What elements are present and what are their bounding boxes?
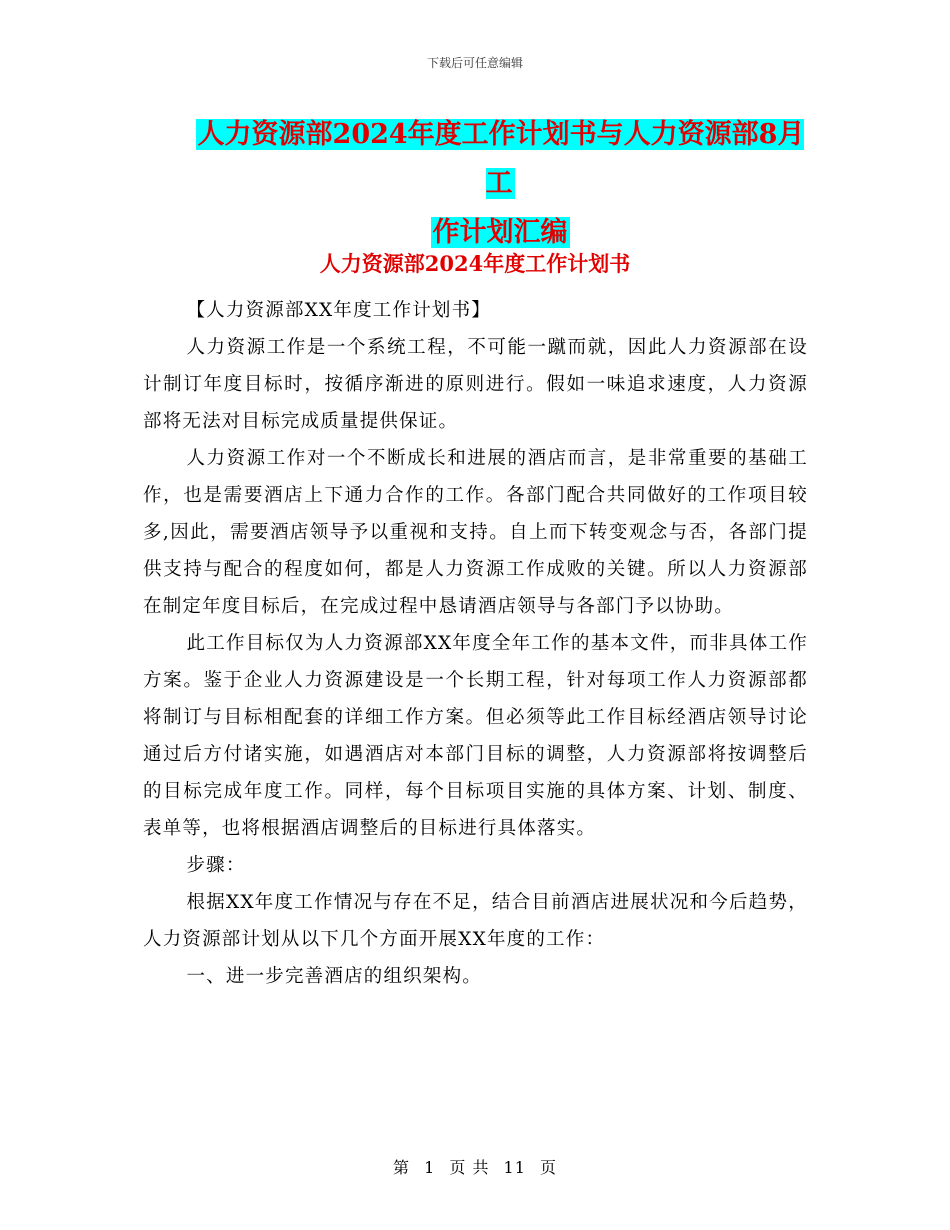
header-note: 下载后可任意编辑: [426, 56, 523, 70]
paragraph: 根据XX年度工作情况与存在不足，结合目前酒店进展状况和今后趋势，人力资源部计划从以下几个方面开展XX年度的工作：: [143, 892, 808, 950]
page-footer: [0, 1155, 950, 1178]
footer-suffix: 页: [540, 1158, 558, 1177]
document-title-line-2: 作计划汇编: [432, 217, 568, 248]
footer-prefix: 第: [392, 1158, 410, 1177]
paragraph: 人力资源工作是一个系统工程，不可能一蹴而就，因此人力资源部在设计制订年度目标时，按循序渐进的原则进行。假如一味追求速度，人力资源部将无法对目标完成质量提供保证。: [143, 337, 808, 432]
paragraph-list-item: 一、进一步完善酒店的组织架构。: [186, 966, 482, 987]
paragraph-heading: 步骤：: [186, 855, 246, 876]
body-text: [143, 292, 808, 995]
section-title: 人力资源部2024年度工作计划书: [319, 251, 631, 276]
footer-total-pages: 11: [503, 1158, 526, 1177]
document-title-line-1: 人力资源部2024年度工作计划书与人力资源部8月工: [197, 119, 805, 199]
paragraph-subtitle: 【人力资源部XX年度工作计划书】: [186, 300, 492, 321]
paragraph: 此工作目标仅为人力资源部XX年度全年工作的基本文件，而非具体工作方案。鉴于企业人力资源建设是一个长期工程，针对每项工作人力资源部都将制订与目标相配套的详细工作方案。但必须等此工作目标经酒店领导讨论通过后方付诸实施，如遇酒店对本部门目标的调整，人力资源部将按调整后的目标完成年度工作。同样，每个目标项目实施的具体方案、计划、制度、表单等，也将根据酒店调整后的目标进行具体落实。: [143, 633, 808, 839]
footer-middle: 页 共: [449, 1158, 490, 1177]
document-title: [185, 110, 815, 257]
paragraph: 人力资源工作对一个不断成长和进展的酒店而言，是非常重要的基础工作，也是需要酒店上下通力合作的工作。各部门配合共同做好的工作项目较多,因此，需要酒店领导予以重视和支持。自上而下转变观念与否，各部门提供支持与配合的程度如何，都是人力资源工作成败的关键。所以人力资源部在制定年度目标后，在完成过程中恳请酒店领导与各部门予以协助。: [143, 448, 808, 617]
footer-page-number: 1: [424, 1158, 436, 1177]
